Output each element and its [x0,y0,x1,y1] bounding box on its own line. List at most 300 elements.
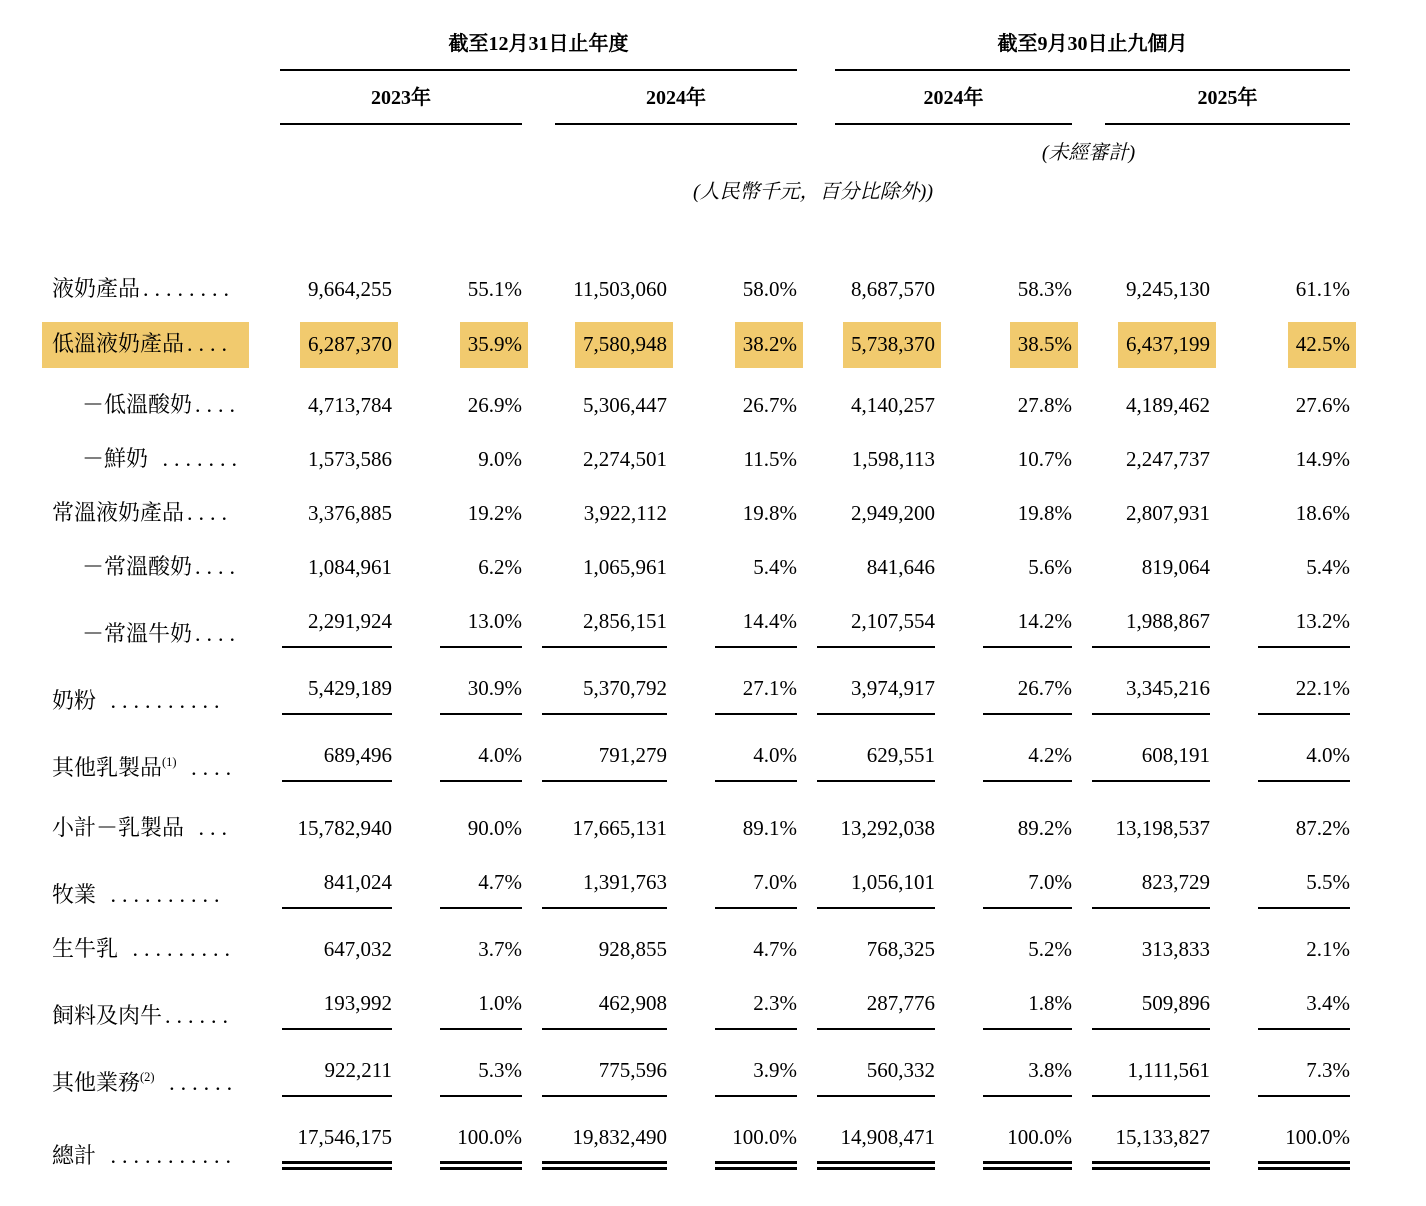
period-group-nine-months [797,26,1350,71]
cell-percent [935,538,1072,592]
cell-percent [935,853,1072,920]
cell-value: 193,992 [323,991,392,1015]
cell-value: 1,573,586 [308,447,392,471]
row-label [52,314,262,376]
cell-amount [1072,974,1210,1041]
cell-value: 35.9% [460,322,528,368]
cell-amount [262,484,392,538]
cell-amount [1072,592,1210,659]
cell-percent [667,726,797,793]
cell-percent [667,314,797,376]
cell-value: 928,855 [598,937,667,961]
cell-percent [392,538,522,592]
cell-amount [797,659,935,726]
cell-value: 2,291,924 [308,609,392,633]
cell-percent [935,726,1072,793]
cell-percent [667,484,797,538]
cell-percent [392,974,522,1041]
cell-value: 17,546,175 [297,1125,392,1149]
table-row [52,920,1350,974]
leader-dots: ... [187,815,234,840]
cell-value: 7.0% [1028,870,1072,894]
cell-amount [262,314,392,376]
cell-value: 3,922,112 [583,501,667,525]
cell-value: 3.8% [1028,1058,1072,1082]
cell-amount [1072,484,1210,538]
leader-dots: ...... [157,1070,239,1095]
row-label [52,376,262,430]
cell-amount [262,853,392,920]
row-label [52,484,262,538]
cell-amount [797,484,935,538]
cell-value: 14.4% [742,609,797,633]
cell-value: 11.5% [743,447,797,471]
cell-value: 5.6% [1028,555,1072,579]
cell-value: 287,776 [866,991,935,1015]
cell-percent [1210,592,1350,659]
cell-value: 647,032 [323,937,392,961]
cell-percent [935,920,1072,974]
header-spacer [52,26,262,71]
cell-value: 1.8% [1028,991,1072,1015]
unaudited-note: (未經審計) [1041,142,1136,164]
cell-percent [1210,726,1350,793]
cell-value: 1,988,867 [1126,609,1210,633]
col-header-2024-9m: 2024年 [797,71,1072,125]
cell-amount [522,376,667,430]
leader-dots: .... [187,331,234,356]
table-body [52,260,1350,1181]
cell-value: 560,332 [866,1058,935,1082]
cell-value: 13,292,038 [840,816,935,840]
cell-value: 791,279 [598,743,667,767]
cell-percent [667,430,797,484]
row-label [52,659,262,726]
table-row [52,314,1350,376]
cell-amount [262,376,392,430]
cell-percent [392,659,522,726]
table-row [52,1108,1350,1181]
cell-value: 9,245,130 [1126,277,1210,301]
cell-amount [1072,430,1210,484]
cell-value: 7.3% [1306,1058,1350,1082]
cell-percent [935,260,1072,314]
period-group-annual-title: 截至12月31日止年度 [280,26,797,71]
cell-amount [522,793,667,853]
cell-value: 1,598,113 [851,447,935,471]
cell-value: 689,496 [323,743,392,767]
cell-value: 2,856,151 [583,609,667,633]
cell-value: 13.2% [1295,609,1350,633]
cell-amount [522,1041,667,1108]
cell-amount [522,538,667,592]
cell-percent [392,592,522,659]
leader-dots: ........ [143,276,236,301]
cell-amount [797,726,935,793]
cell-value: 15,782,940 [297,816,392,840]
cell-value: 27.1% [742,676,797,700]
cell-value: 4,713,784 [308,393,392,417]
leader-dots: .... [187,500,234,525]
cell-percent [667,793,797,853]
cell-value: 11,503,060 [573,277,667,301]
row-label [52,260,262,314]
cell-amount [797,920,935,974]
cell-percent [935,1108,1072,1181]
table-row [52,659,1350,726]
currency-note: (人民幣千元，百分比除外)) [693,181,933,203]
cell-value: 7.0% [753,870,797,894]
cell-value: 5,738,370 [843,322,941,368]
cell-value: 3.4% [1306,991,1350,1015]
cell-percent [667,853,797,920]
cell-amount [797,376,935,430]
cell-percent [1210,659,1350,726]
cell-percent [392,1041,522,1108]
cell-amount [262,260,392,314]
row-label-text: 小計－乳製品 [52,815,185,840]
cell-value: 26.7% [1017,676,1072,700]
cell-value: 8,687,570 [851,277,935,301]
row-label [52,1108,262,1181]
row-label [52,592,262,659]
cell-amount [262,430,392,484]
cell-percent [667,260,797,314]
cell-amount [1072,376,1210,430]
cell-value: 629,551 [866,743,935,767]
cell-value: 30.9% [467,676,522,700]
cell-value: 2.1% [1306,937,1350,961]
table-row [52,430,1350,484]
row-label-text: 其他業務 [52,1070,141,1095]
cell-value: 1,111,561 [1127,1058,1210,1082]
row-label [52,726,262,793]
row-label-text: 飼料及肉牛 [52,1003,163,1028]
cell-value: 19,832,490 [572,1125,667,1149]
cell-value: 13,198,537 [1115,816,1210,840]
cell-amount [262,1041,392,1108]
cell-percent [935,314,1072,376]
leader-dots: .... [179,755,238,780]
cell-amount [522,260,667,314]
table-header [52,26,1350,260]
row-label-text: －常溫牛奶 [82,621,193,646]
row-label-text: －常溫酸奶 [82,554,193,579]
table-row [52,260,1350,314]
cell-value: 27.8% [1017,393,1072,417]
cell-value: 19.8% [1017,501,1072,525]
row-label-text: 液奶產品 [52,276,141,301]
cell-percent [1210,430,1350,484]
cell-value: 7,580,948 [575,322,673,368]
row-label [52,1041,262,1108]
cell-value: 5,306,447 [583,393,667,417]
col-header-2024: 2024年 [522,71,797,125]
cell-value: 5,370,792 [583,676,667,700]
cell-amount [262,793,392,853]
row-label-text: 其他乳製品 [52,755,163,780]
cell-value: 6.2% [478,555,522,579]
cell-amount [797,430,935,484]
cell-percent [1210,376,1350,430]
cell-value: 2,807,931 [1126,501,1210,525]
cell-percent [935,376,1072,430]
cell-amount [522,430,667,484]
row-label [52,430,262,484]
cell-amount [522,853,667,920]
cell-value: 100.0% [1285,1125,1350,1149]
cell-value: 1,056,101 [851,870,935,894]
cell-value: 1,084,961 [308,555,392,579]
leader-dots: ........... [99,1143,238,1168]
cell-percent [1210,1041,1350,1108]
cell-percent [392,484,522,538]
cell-percent [667,974,797,1041]
cell-value: 6,287,370 [300,322,398,368]
cell-value: 313,833 [1141,937,1210,961]
cell-amount [262,1108,392,1181]
leader-dots: .... [195,392,242,417]
cell-value: 26.7% [742,393,797,417]
cell-percent [1210,853,1350,920]
cell-value: 922,211 [324,1058,392,1082]
cell-value: 1,391,763 [583,870,667,894]
leader-dots: .... [195,621,242,646]
cell-value: 90.0% [467,816,522,840]
cell-value: 58.0% [742,277,797,301]
cell-percent [935,659,1072,726]
cell-value: 4.2% [1028,743,1072,767]
cell-value: 89.2% [1017,816,1072,840]
cell-percent [935,974,1072,1041]
cell-value: 2,274,501 [583,447,667,471]
cell-value: 823,729 [1141,870,1210,894]
cell-value: 462,908 [598,991,667,1015]
cell-percent [1210,974,1350,1041]
cell-amount [522,726,667,793]
cell-amount [797,793,935,853]
cell-amount [262,592,392,659]
cell-percent [1210,260,1350,314]
cell-percent [392,260,522,314]
leader-dots: .......... [99,688,226,713]
cell-value: 58.3% [1017,277,1072,301]
revenue-breakdown-table [52,26,1350,1181]
cell-amount [1072,260,1210,314]
cell-percent [392,314,522,376]
leader-dots: .......... [99,882,226,907]
row-label-text: 牧業 [52,882,97,907]
cell-amount [1072,314,1210,376]
cell-percent [667,376,797,430]
cell-percent [392,430,522,484]
cell-value: 17,665,131 [572,816,667,840]
cell-value: 841,646 [866,555,935,579]
cell-amount [522,314,667,376]
cell-percent [935,1041,1072,1108]
table-row [52,1041,1350,1108]
table-row [52,376,1350,430]
cell-value: 4,140,257 [851,393,935,417]
cell-amount [797,853,935,920]
table-row [52,974,1350,1041]
currency-note-row [52,165,1350,260]
cell-value: 38.5% [1010,322,1078,368]
cell-percent [935,484,1072,538]
cell-amount [522,484,667,538]
cell-value: 4.0% [478,743,522,767]
cell-value: 89.1% [742,816,797,840]
cell-amount [522,974,667,1041]
cell-value: 100.0% [732,1125,797,1149]
cell-value: 14.9% [1295,447,1350,471]
cell-value: 5.4% [1306,555,1350,579]
cell-amount [1072,1108,1210,1181]
table-row [52,726,1350,793]
row-label [52,920,262,974]
cell-value: 9,664,255 [308,277,392,301]
cell-percent [667,538,797,592]
cell-value: 509,896 [1141,991,1210,1015]
table-row [52,853,1350,920]
cell-value: 19.8% [742,501,797,525]
row-label-text: 總計 [52,1143,97,1168]
cell-amount [522,592,667,659]
cell-value: 608,191 [1141,743,1210,767]
cell-percent [1210,1108,1350,1181]
cell-value: 819,064 [1141,555,1210,579]
cell-value: 9.0% [478,447,522,471]
cell-value: 5.5% [1306,870,1350,894]
cell-amount [797,260,935,314]
cell-amount [797,1041,935,1108]
cell-value: 4,189,462 [1126,393,1210,417]
cell-percent [1210,538,1350,592]
unaudited-note-row [52,125,1350,165]
cell-value: 3,376,885 [308,501,392,525]
table-row [52,793,1350,853]
cell-percent [392,1108,522,1181]
cell-value: 2,247,737 [1126,447,1210,471]
row-label-text: 低溫液奶產品 [52,331,185,356]
cell-value: 5.2% [1028,937,1072,961]
cell-value: 2.3% [753,991,797,1015]
cell-amount [1072,659,1210,726]
cell-value: 3.7% [478,937,522,961]
cell-value: 100.0% [1007,1125,1072,1149]
cell-value: 14,908,471 [840,1125,935,1149]
table-row [52,484,1350,538]
cell-amount [262,920,392,974]
cell-value: 55.1% [467,277,522,301]
cell-value: 1.0% [478,991,522,1015]
cell-value: 38.2% [735,322,803,368]
table-row [52,538,1350,592]
row-label [52,793,262,853]
cell-percent [1210,484,1350,538]
cell-percent [1210,793,1350,853]
cell-value: 775,596 [598,1058,667,1082]
row-label-text: －鮮奶 [82,446,149,471]
cell-value: 4.0% [1306,743,1350,767]
cell-value: 87.2% [1295,816,1350,840]
cell-value: 14.2% [1017,609,1072,633]
col-header-2023: 2023年 [262,71,522,125]
cell-value: 5,429,189 [308,676,392,700]
cell-value: 5.4% [753,555,797,579]
cell-percent [667,1108,797,1181]
cell-percent [667,592,797,659]
cell-amount [797,1108,935,1181]
cell-value: 4.7% [478,870,522,894]
cell-value: 5.3% [478,1058,522,1082]
cell-percent [392,920,522,974]
cell-amount [1072,853,1210,920]
row-label-text: 常溫液奶產品 [52,500,185,525]
footnote-marker: (1) [162,755,177,769]
cell-amount [262,726,392,793]
leader-dots: ...... [165,1003,235,1028]
cell-value: 2,949,200 [851,501,935,525]
period-group-annual [262,26,797,71]
cell-percent [392,726,522,793]
cell-value: 19.2% [467,501,522,525]
cell-percent [392,853,522,920]
cell-value: 6,437,199 [1118,322,1216,368]
cell-percent [667,1041,797,1108]
footnote-marker: (2) [140,1070,155,1084]
header-spacer [52,71,262,125]
cell-value: 18.6% [1295,501,1350,525]
cell-amount [522,920,667,974]
cell-value: 61.1% [1295,277,1350,301]
cell-amount [262,659,392,726]
cell-value: 15,133,827 [1115,1125,1210,1149]
cell-value: 42.5% [1288,322,1356,368]
cell-value: 4.7% [753,937,797,961]
row-label [52,974,262,1041]
cell-amount [522,1108,667,1181]
cell-value: 27.6% [1295,393,1350,417]
cell-amount [262,538,392,592]
cell-amount [1072,726,1210,793]
leader-dots: .... [195,554,242,579]
cell-value: 100.0% [457,1125,522,1149]
row-label-text: －低溫酸奶 [82,392,193,417]
cell-value: 4.0% [753,743,797,767]
cell-amount [797,974,935,1041]
row-label [52,853,262,920]
year-header-row [52,71,1350,125]
row-label-text: 生牛乳 [52,936,119,961]
cell-value: 3.9% [753,1058,797,1082]
cell-value: 22.1% [1295,676,1350,700]
cell-percent [935,430,1072,484]
cell-amount [522,659,667,726]
cell-value: 1,065,961 [583,555,667,579]
cell-percent [392,376,522,430]
cell-percent [1210,920,1350,974]
cell-amount [262,974,392,1041]
cell-amount [1072,538,1210,592]
cell-value: 10.7% [1017,447,1072,471]
cell-percent [667,659,797,726]
cell-value: 841,024 [323,870,392,894]
cell-value: 26.9% [467,393,522,417]
col-header-2025: 2025年 [1072,71,1350,125]
cell-value: 13.0% [467,609,522,633]
cell-value: 2,107,554 [851,609,935,633]
